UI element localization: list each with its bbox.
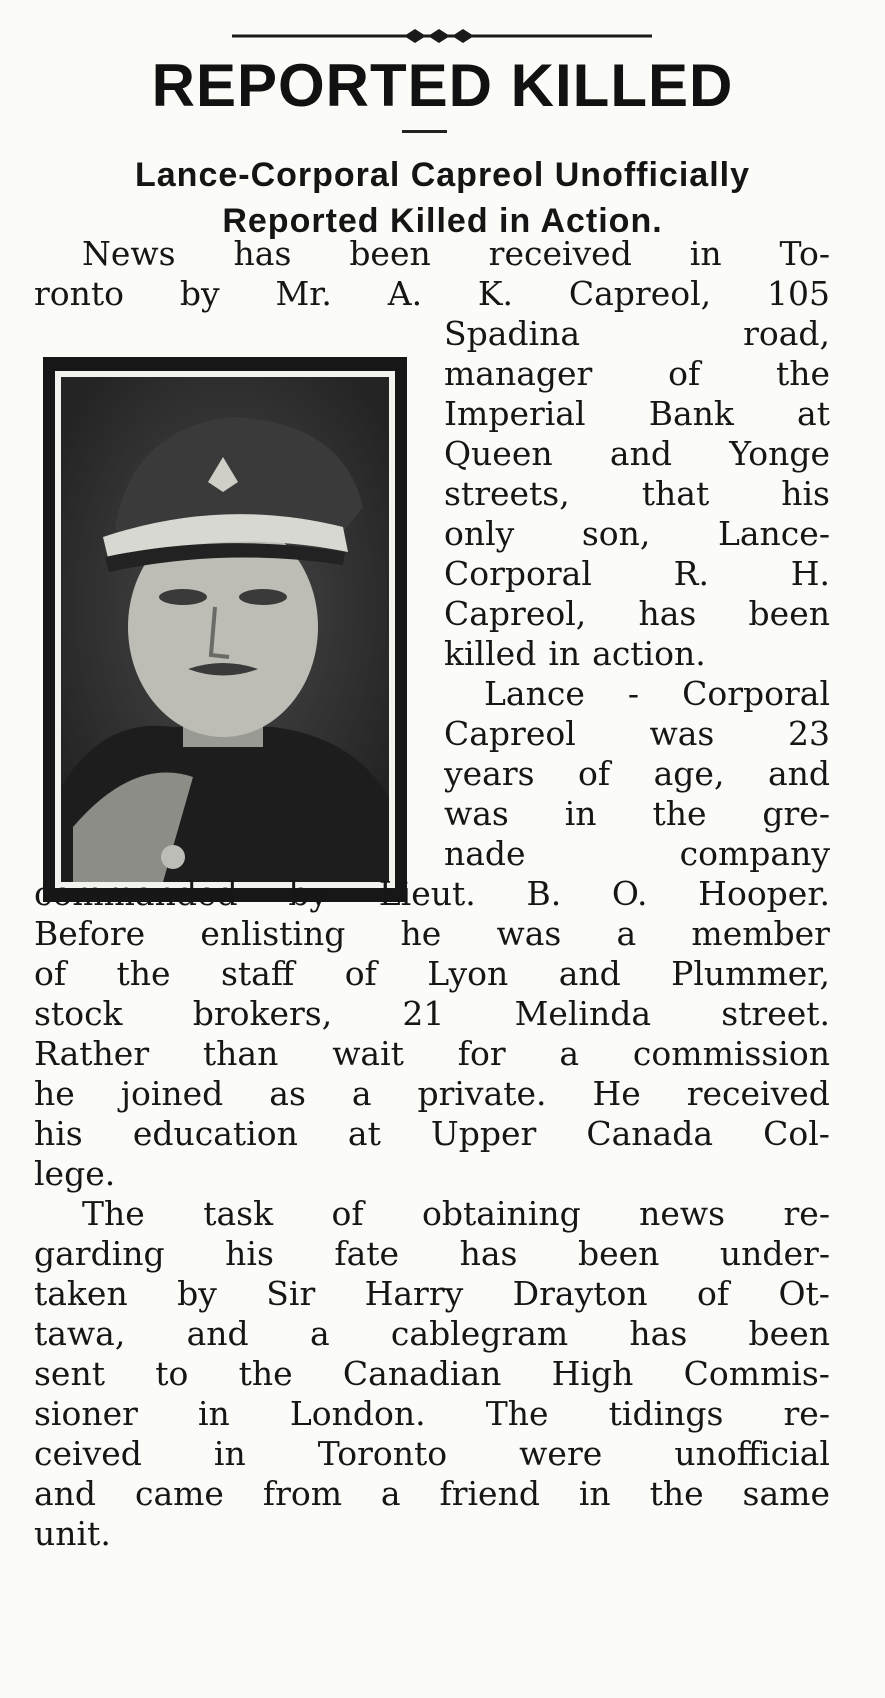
text-line: years of age, and	[444, 754, 830, 793]
text-line: he joined as a private. He received	[34, 1074, 830, 1113]
ornament-rule-icon	[232, 24, 652, 48]
text-line: Capreol was 23	[444, 714, 830, 753]
text-line: Lance - Corporal	[484, 674, 830, 713]
text-line: and came from a friend in the same	[34, 1474, 830, 1513]
text-line: sent to the Canadian High Commis-	[34, 1354, 830, 1393]
text-line: his education at Upper Canada Col-	[34, 1114, 830, 1153]
subhead-line-2: Reported Killed in Action.	[222, 202, 663, 240]
headline: REPORTED KILLED	[151, 52, 734, 119]
text-line: lege.	[34, 1154, 116, 1193]
text-line: ronto by Mr. A. K. Capreol, 105	[34, 274, 830, 313]
portrait-photo	[43, 357, 407, 902]
text-line: manager of the	[444, 354, 830, 393]
subheadline	[30, 152, 855, 244]
text-line: nade company	[444, 834, 830, 873]
text-line: killed in action.	[444, 634, 706, 673]
text-line: Rather than wait for a commission	[34, 1034, 830, 1073]
text-line: Queen and Yonge	[444, 434, 830, 473]
text-line: streets, that his	[444, 474, 830, 513]
text-line: News has been received in To-	[82, 234, 830, 273]
text-line: tawa, and a cablegram has been	[34, 1314, 830, 1353]
text-line: taken by Sir Harry Drayton of Ot-	[34, 1274, 830, 1313]
text-line: Corporal R. H.	[444, 554, 830, 593]
text-line: garding his fate has been under-	[34, 1234, 830, 1273]
divider-rule	[402, 130, 447, 133]
text-line: Spadina road,	[444, 314, 830, 353]
text-line: stock brokers, 21 Melinda street.	[34, 994, 830, 1033]
text-line: The task of obtaining news re-	[82, 1194, 830, 1233]
text-line: Imperial Bank at	[444, 394, 830, 433]
text-line: sioner in London. The tidings re-	[34, 1394, 830, 1433]
text-line: only son, Lance-	[444, 514, 830, 553]
text-line: was in the gre-	[444, 794, 830, 833]
text-line: commanded by Lieut. B. O. Hooper.	[34, 874, 830, 913]
text-line: of the staff of Lyon and Plummer,	[34, 954, 830, 993]
text-line: Capreol, has been	[444, 594, 830, 633]
text-line: unit.	[34, 1514, 111, 1553]
subhead-line-1: Lance-Corporal Capreol Unofficially	[135, 156, 750, 194]
text-line: Before enlisting he was a member	[34, 914, 830, 953]
text-line: ceived in Toronto were unofficial	[34, 1434, 830, 1473]
